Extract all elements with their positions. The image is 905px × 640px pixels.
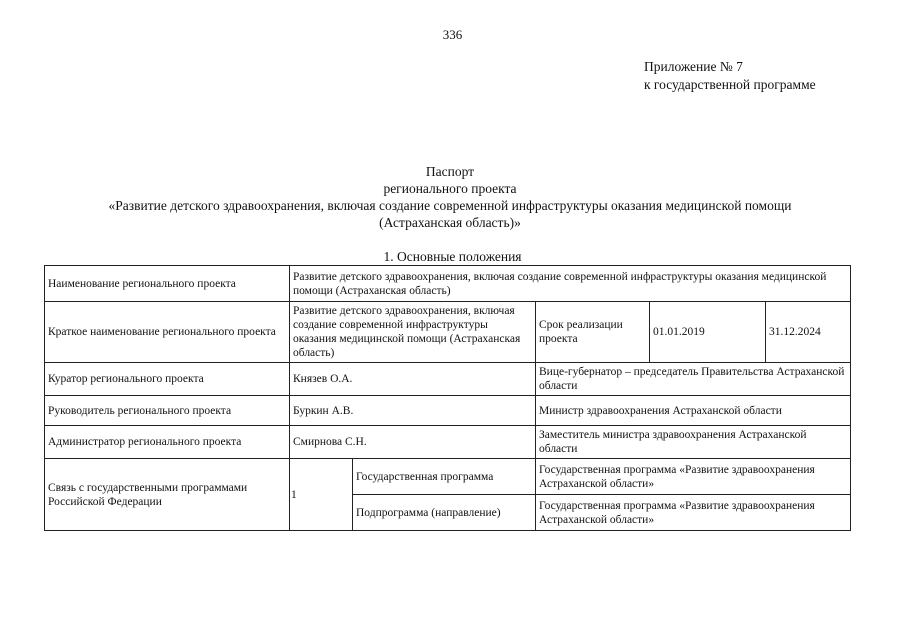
heading-line-4: (Астраханская область)»: [379, 215, 521, 230]
head-position: Министр здравоохранения Астраханской области: [536, 396, 851, 426]
head-person: Буркин А.В.: [290, 396, 536, 426]
appendix-line-2: к государственной программе: [644, 77, 816, 92]
heading-line-2: регионального проекта: [383, 181, 517, 196]
links-label: Связь с государственными программами Российской Федерации: [45, 459, 290, 531]
period-label: Срок реализации проекта: [536, 302, 650, 363]
admin-label: Администратор регионального проекта: [45, 426, 290, 459]
admin-position: Заместитель министра здравоохранения Астраханской области: [536, 426, 851, 459]
period-start: 01.01.2019: [650, 302, 766, 363]
project-name-value: Развитие детского здравоохранения, включая создание современной инфраструктуры оказания медицинской помощи (Астраханская область): [290, 266, 851, 302]
program-label: Государственная программа: [353, 459, 536, 495]
subprogram-label: Подпрограмма (направление): [353, 495, 536, 531]
table-row-curator: [45, 363, 851, 396]
project-name-label: Наименование регионального проекта: [45, 266, 290, 302]
links-number: 1: [290, 459, 353, 531]
appendix-line-1: Приложение № 7: [644, 59, 743, 74]
heading-line-3: «Развитие детского здравоохранения, включая создание современной инфраструктуры оказания медицинской помощи: [108, 198, 792, 213]
head-label: Руководитель регионального проекта: [45, 396, 290, 426]
program-value: Государственная программа «Развитие здравоохранения Астраханской области»: [536, 459, 851, 495]
table-row-name: [45, 266, 851, 302]
section-title: 1. Основные положения: [383, 249, 522, 264]
curator-person: Князев О.А.: [290, 363, 536, 396]
curator-label: Куратор регионального проекта: [45, 363, 290, 396]
admin-person: Смирнова С.Н.: [290, 426, 536, 459]
subprogram-value: Государственная программа «Развитие здравоохранения Астраханской области»: [536, 495, 851, 531]
passport-table: [44, 265, 851, 531]
page-number: 336: [442, 27, 463, 42]
appendix-note: [644, 58, 816, 94]
table-row-head: [45, 396, 851, 426]
table-row-short-name: [45, 302, 851, 363]
curator-position: Вице-губернатор – председатель Правительства Астраханской области: [536, 363, 851, 396]
short-name-value: Развитие детского здравоохранения, включая создание современной инфраструктуры оказания медицинской помощи (Астраханская область): [290, 302, 536, 363]
document-heading: [40, 163, 860, 231]
table-row-links-program: [45, 459, 851, 495]
period-end: 31.12.2024: [766, 302, 851, 363]
heading-line-1: Паспорт: [425, 164, 475, 179]
table-row-admin: [45, 426, 851, 459]
short-name-label: Краткое наименование регионального проекта: [45, 302, 290, 363]
